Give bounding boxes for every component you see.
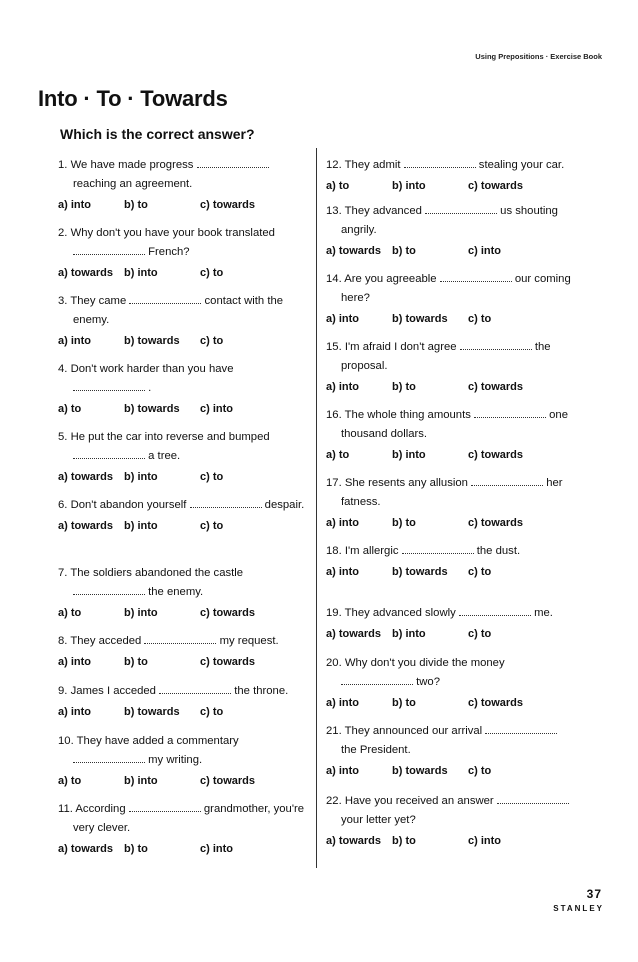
question-text-segment: contact with the enemy. bbox=[73, 295, 284, 326]
question-text bbox=[58, 800, 308, 838]
question-item bbox=[326, 474, 576, 533]
question-text-segment: Have you received an answer bbox=[344, 795, 497, 807]
question-text-segment: Why don't you have your book translated bbox=[70, 227, 275, 239]
page-number: 37 bbox=[586, 887, 602, 901]
question-text-segment: grandmother, you're very clever. bbox=[73, 803, 305, 834]
question-text-segment: Don't work harder than you have bbox=[70, 363, 234, 375]
answer-options bbox=[58, 653, 308, 672]
question-text-segment: the proposal. bbox=[341, 341, 551, 372]
answer-blank[interactable] bbox=[73, 586, 145, 595]
answer-option[interactable]: c) to bbox=[468, 765, 492, 777]
answer-option[interactable]: a) into bbox=[326, 517, 359, 529]
answer-option[interactable]: a) into bbox=[326, 566, 359, 578]
question-item bbox=[58, 496, 308, 536]
answer-option[interactable]: c) towards bbox=[468, 449, 524, 461]
answer-blank[interactable] bbox=[190, 499, 262, 508]
answer-options bbox=[58, 840, 308, 859]
answer-option[interactable]: a) into bbox=[326, 313, 359, 325]
answer-option[interactable]: a) towards bbox=[58, 520, 114, 532]
answer-blank[interactable] bbox=[144, 635, 216, 644]
answer-options bbox=[326, 242, 576, 261]
question-number: 12. bbox=[326, 159, 345, 171]
answer-option[interactable]: b) to bbox=[124, 843, 148, 855]
question-text bbox=[58, 564, 308, 602]
question-text bbox=[58, 224, 308, 262]
question-number: 20. bbox=[326, 657, 345, 669]
question-number: 22. bbox=[326, 795, 345, 807]
instruction-heading: Which is the correct answer? bbox=[60, 126, 255, 142]
answer-blank[interactable] bbox=[73, 754, 145, 763]
question-text bbox=[326, 604, 576, 623]
answer-option[interactable]: b) towards bbox=[124, 335, 180, 347]
question-text-segment: . bbox=[145, 382, 152, 394]
question-number: 18. bbox=[326, 545, 345, 557]
question-text-segment: your letter yet? bbox=[341, 814, 416, 826]
answer-option[interactable]: c) to bbox=[468, 628, 492, 640]
publisher-name: STANLEY bbox=[553, 904, 604, 913]
answer-option[interactable]: b) to bbox=[392, 835, 416, 847]
answer-option[interactable]: c) towards bbox=[200, 775, 256, 787]
question-text bbox=[326, 792, 576, 830]
question-item bbox=[326, 542, 576, 582]
answer-options bbox=[326, 378, 576, 397]
question-item bbox=[326, 406, 576, 465]
question-item bbox=[326, 270, 576, 329]
page-title: Into · To · Towards bbox=[38, 86, 228, 111]
question-text-segment: He put the car into reverse and bumped bbox=[70, 431, 270, 443]
question-number: 17. bbox=[326, 477, 345, 489]
question-text-segment: our coming here? bbox=[341, 273, 571, 304]
question-text bbox=[58, 360, 308, 398]
answer-blank[interactable] bbox=[129, 295, 201, 304]
answer-option[interactable]: c) into bbox=[468, 835, 501, 847]
answer-option[interactable]: c) into bbox=[200, 403, 233, 415]
answer-blank[interactable] bbox=[197, 159, 269, 168]
answer-options bbox=[326, 832, 576, 851]
question-text-segment: They announced our arrival bbox=[344, 725, 486, 737]
answer-option[interactable]: a) towards bbox=[58, 843, 114, 855]
question-number: 8. bbox=[58, 635, 71, 647]
answer-option[interactable]: a) into bbox=[326, 765, 359, 777]
question-item bbox=[326, 792, 576, 851]
answer-option[interactable]: a) into bbox=[326, 697, 359, 709]
answer-options bbox=[58, 264, 308, 283]
question-text bbox=[58, 632, 308, 651]
answer-option[interactable]: b) towards bbox=[392, 566, 448, 578]
question-item bbox=[58, 224, 308, 283]
answer-option[interactable]: a) to bbox=[326, 449, 350, 461]
answer-options bbox=[58, 604, 308, 623]
question-item bbox=[326, 654, 576, 713]
question-item bbox=[326, 156, 576, 196]
answer-option[interactable]: b) to bbox=[392, 381, 416, 393]
question-text bbox=[326, 202, 576, 240]
answer-option[interactable]: b) into bbox=[124, 267, 158, 279]
question-text-segment: They advanced bbox=[344, 205, 426, 217]
question-text bbox=[326, 722, 576, 760]
answer-option[interactable]: c) to bbox=[200, 267, 224, 279]
question-item bbox=[326, 604, 576, 644]
question-number: 11. bbox=[58, 803, 76, 815]
answer-option[interactable]: a) to bbox=[326, 180, 350, 192]
question-text-segment: my request. bbox=[216, 635, 279, 647]
answer-blank[interactable] bbox=[440, 273, 512, 282]
question-item bbox=[58, 682, 308, 722]
answer-option[interactable]: b) towards bbox=[392, 313, 448, 325]
answer-option[interactable]: b) to bbox=[124, 656, 148, 668]
answer-options bbox=[326, 446, 576, 465]
question-item bbox=[58, 632, 308, 672]
answer-option[interactable]: b) towards bbox=[392, 765, 448, 777]
answer-option[interactable]: b) to bbox=[124, 199, 148, 211]
question-text bbox=[326, 338, 576, 376]
question-number: 13. bbox=[326, 205, 345, 217]
question-text-segment: They admit bbox=[344, 159, 404, 171]
question-text bbox=[326, 406, 576, 444]
question-number: 5. bbox=[58, 431, 71, 443]
question-number: 6. bbox=[58, 499, 71, 511]
answer-blank[interactable] bbox=[402, 545, 474, 554]
question-text-segment: French? bbox=[145, 246, 190, 258]
answer-blank[interactable] bbox=[159, 685, 231, 694]
question-text-segment: a tree. bbox=[145, 450, 181, 462]
answer-option[interactable]: c) towards bbox=[200, 607, 256, 619]
question-text-segment: James I acceded bbox=[70, 685, 160, 697]
answer-option[interactable]: c) towards bbox=[200, 199, 256, 211]
question-text-segment: the enemy. bbox=[145, 586, 204, 598]
answer-option[interactable]: b) to bbox=[392, 245, 416, 257]
answer-option[interactable]: a) towards bbox=[326, 245, 382, 257]
question-text bbox=[326, 654, 576, 692]
answer-option[interactable]: c) to bbox=[200, 471, 224, 483]
question-number: 3. bbox=[58, 295, 71, 307]
question-number: 19. bbox=[326, 607, 345, 619]
answer-blank[interactable] bbox=[129, 803, 201, 812]
question-item bbox=[58, 428, 308, 487]
answer-blank[interactable] bbox=[425, 205, 497, 214]
answer-option[interactable]: c) to bbox=[468, 313, 492, 325]
answer-option[interactable]: a) towards bbox=[326, 628, 382, 640]
question-item bbox=[58, 292, 308, 351]
question-number: 1. bbox=[58, 159, 71, 171]
question-text bbox=[326, 542, 576, 561]
answer-option[interactable]: a) into bbox=[326, 381, 359, 393]
question-number: 7. bbox=[58, 567, 71, 579]
question-text bbox=[58, 682, 308, 701]
answer-option[interactable]: b) towards bbox=[124, 706, 180, 718]
answer-options bbox=[326, 625, 576, 644]
answer-options bbox=[58, 332, 308, 351]
answer-option[interactable]: b) into bbox=[392, 449, 426, 461]
question-text-segment: Are you agreeable bbox=[344, 273, 440, 285]
question-text-segment: She resents any allusion bbox=[344, 477, 472, 489]
answer-option[interactable]: a) into bbox=[58, 199, 91, 211]
question-text-segment: I'm allergic bbox=[344, 545, 402, 557]
question-number: 4. bbox=[58, 363, 71, 375]
question-text bbox=[326, 270, 576, 308]
question-text bbox=[58, 496, 308, 515]
answer-option[interactable]: c) into bbox=[200, 843, 233, 855]
question-text-segment: one thousand dollars. bbox=[341, 409, 569, 440]
question-text-segment: The soldiers abandoned the castle bbox=[70, 567, 244, 579]
answer-options bbox=[58, 772, 308, 791]
question-text-segment: They advanced slowly bbox=[344, 607, 459, 619]
answer-options bbox=[326, 310, 576, 329]
column-divider bbox=[316, 148, 317, 868]
question-text-segment: They acceded bbox=[70, 635, 145, 647]
answer-options bbox=[326, 563, 576, 582]
answer-option[interactable]: a) into bbox=[58, 656, 91, 668]
answer-blank[interactable] bbox=[341, 676, 413, 685]
answer-options bbox=[58, 468, 308, 487]
answer-options bbox=[326, 514, 576, 533]
question-text-segment: despair. bbox=[261, 499, 305, 511]
question-text-segment: Don't abandon yourself bbox=[70, 499, 190, 511]
answer-options bbox=[58, 400, 308, 419]
answer-option[interactable]: c) towards bbox=[468, 697, 524, 709]
question-text-segment: I'm afraid I don't agree bbox=[344, 341, 460, 353]
question-item bbox=[326, 722, 576, 781]
answer-option[interactable]: c) towards bbox=[200, 656, 256, 668]
answer-option[interactable]: c) into bbox=[468, 245, 501, 257]
question-text-segment: stealing your car. bbox=[475, 159, 565, 171]
answer-option[interactable]: c) towards bbox=[468, 381, 524, 393]
question-text bbox=[326, 474, 576, 512]
answer-options bbox=[58, 196, 308, 215]
question-text-segment: Why don't you divide the money bbox=[344, 657, 505, 669]
question-text-segment: two? bbox=[413, 676, 441, 688]
answer-option[interactable]: b) into bbox=[124, 607, 158, 619]
answer-blank[interactable] bbox=[497, 795, 569, 804]
answer-blank[interactable] bbox=[459, 607, 531, 616]
question-text-segment: They have added a commentary bbox=[76, 735, 239, 747]
question-number: 2. bbox=[58, 227, 71, 239]
answer-blank[interactable] bbox=[485, 725, 557, 734]
answer-options bbox=[58, 703, 308, 722]
question-text bbox=[58, 732, 308, 770]
question-text-segment: They came bbox=[70, 295, 130, 307]
question-text bbox=[58, 156, 308, 194]
answer-options bbox=[58, 517, 308, 536]
answer-options bbox=[326, 694, 576, 713]
question-item bbox=[326, 338, 576, 397]
answer-option[interactable]: b) into bbox=[124, 520, 158, 532]
question-text-segment: my writing. bbox=[145, 754, 203, 766]
question-text bbox=[58, 428, 308, 466]
answer-option[interactable]: c) towards bbox=[468, 180, 524, 192]
question-text-segment: the dust. bbox=[473, 545, 521, 557]
question-text-segment: me. bbox=[530, 607, 553, 619]
answer-option[interactable]: c) to bbox=[200, 706, 224, 718]
question-text-segment: the President. bbox=[341, 744, 411, 756]
answer-option[interactable]: a) to bbox=[58, 607, 82, 619]
answer-option[interactable]: a) towards bbox=[58, 471, 114, 483]
answer-options bbox=[326, 177, 576, 196]
answer-option[interactable]: a) to bbox=[58, 403, 82, 415]
question-text-segment: us shouting angrily. bbox=[341, 205, 558, 236]
answer-blank[interactable] bbox=[474, 409, 546, 418]
answer-option[interactable]: b) into bbox=[392, 628, 426, 640]
question-number: 14. bbox=[326, 273, 345, 285]
question-text-segment: reaching an agreement. bbox=[73, 178, 193, 190]
answer-option[interactable]: c) to bbox=[200, 520, 224, 532]
answer-option[interactable]: b) into bbox=[124, 775, 158, 787]
answer-options bbox=[326, 762, 576, 781]
answer-option[interactable]: a) towards bbox=[58, 267, 114, 279]
question-text-segment: The whole thing amounts bbox=[344, 409, 475, 421]
answer-option[interactable]: c) to bbox=[468, 566, 492, 578]
answer-option[interactable]: b) to bbox=[392, 517, 416, 529]
question-text-segment: her fatness. bbox=[341, 477, 563, 508]
question-item bbox=[326, 202, 576, 261]
question-number: 15. bbox=[326, 341, 345, 353]
question-number: 16. bbox=[326, 409, 345, 421]
answer-blank[interactable] bbox=[73, 382, 145, 391]
answer-option[interactable]: c) to bbox=[200, 335, 224, 347]
answer-blank[interactable] bbox=[471, 477, 543, 486]
question-number: 10. bbox=[58, 735, 77, 747]
question-text bbox=[326, 156, 576, 175]
question-number: 21. bbox=[326, 725, 345, 737]
answer-option[interactable]: a) into bbox=[58, 706, 91, 718]
question-text-segment: the throne. bbox=[231, 685, 289, 697]
question-item bbox=[58, 564, 308, 623]
answer-blank[interactable] bbox=[73, 450, 145, 459]
question-item bbox=[58, 732, 308, 791]
answer-option[interactable]: b) into bbox=[392, 180, 426, 192]
answer-option[interactable]: b) towards bbox=[124, 403, 180, 415]
answer-option[interactable]: c) towards bbox=[468, 517, 524, 529]
answer-option[interactable]: a) to bbox=[58, 775, 82, 787]
answer-option[interactable]: b) into bbox=[124, 471, 158, 483]
question-item bbox=[58, 156, 308, 215]
answer-option[interactable]: b) to bbox=[392, 697, 416, 709]
answer-blank[interactable] bbox=[404, 159, 476, 168]
question-text-segment: We have made progress bbox=[70, 159, 197, 171]
question-number: 9. bbox=[58, 685, 71, 697]
answer-blank[interactable] bbox=[73, 246, 145, 255]
running-header: Using Prepositions · Exercise Book bbox=[475, 52, 602, 61]
question-item bbox=[58, 360, 308, 419]
question-text bbox=[58, 292, 308, 330]
answer-option[interactable]: a) towards bbox=[326, 835, 382, 847]
question-item bbox=[58, 800, 308, 859]
question-text-segment: According bbox=[75, 803, 129, 815]
answer-option[interactable]: a) into bbox=[58, 335, 91, 347]
answer-blank[interactable] bbox=[460, 341, 532, 350]
